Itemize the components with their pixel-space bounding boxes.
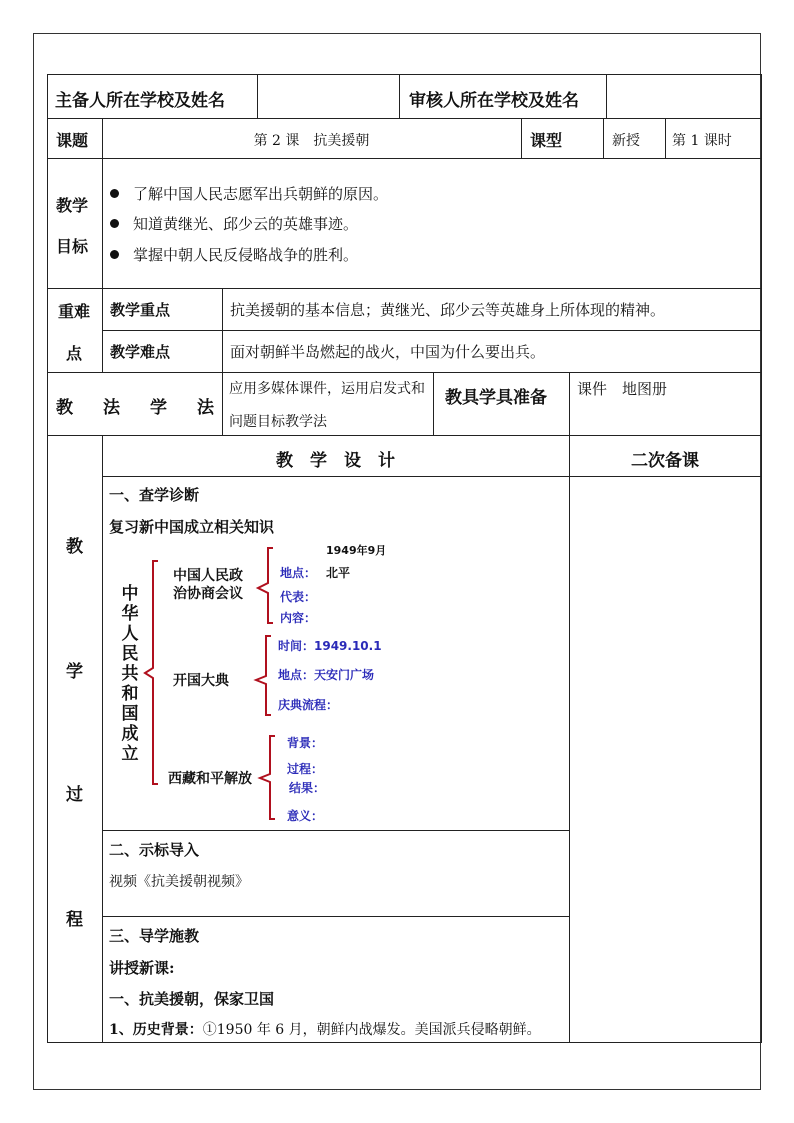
branch2-bracket [256, 636, 271, 715]
branch2-item-ceremony: 庆典流程： [278, 698, 339, 712]
process-label-char: 过 [66, 785, 83, 805]
methods-label: 教 法 学 法 [56, 398, 214, 418]
keypoints-label-2: 点 [66, 344, 83, 363]
section1-sub: 复习新中国成立相关知识 [109, 518, 275, 536]
branch1-place-value: 北平 [326, 566, 351, 580]
diagram-root: 中 华 人 民 共 和 国 成 立 [121, 584, 139, 764]
branch3-item-background: 背景： [287, 736, 324, 750]
objective-item: 了解中国人民志愿军出兵朝鲜的原因。 [110, 183, 388, 204]
branch3-title: 西藏和平解放 [168, 771, 252, 787]
branch2-title: 开国大典 [173, 673, 229, 689]
tools-value: 课件 地图册 [577, 380, 668, 398]
bullet-icon [110, 219, 119, 228]
branch3-bracket [260, 736, 275, 819]
section3-background: 1、历史背景：①1950 年 6 月，朝鲜内战爆发。美国派兵侵略朝鲜。 [109, 1022, 541, 1038]
branch1-item-content: 内容： [280, 611, 317, 625]
second-prep-header: 二次备课 [631, 451, 699, 471]
focus-label: 教学重点 [110, 301, 171, 319]
section3-sub: 讲授新课: [109, 959, 175, 977]
topic-value: 第 2 课 抗美援朝 [253, 133, 370, 149]
type-value: 新授 [612, 133, 640, 149]
branch3-item-meaning: 意义： [287, 809, 324, 823]
branch1-title: 中国人民政 治协商会议 [173, 568, 243, 602]
section3-title: 三、导学施教 [109, 927, 200, 945]
branch3-item-result: 结果： [289, 781, 326, 795]
main-bracket [145, 561, 158, 784]
branch1-date: 1949年9月 [326, 544, 387, 557]
design-header: 教 学 设 计 [276, 451, 395, 471]
branch2-item-place: 地点：天安门广场 [278, 668, 375, 682]
focus-value: 抗美援朝的基本信息；黄继光、邱少云等英雄身上所体现的精神。 [230, 301, 666, 319]
branch1-item-place: 地点： [280, 566, 317, 580]
branch3-item-process: 过程： [287, 762, 324, 776]
methods-value-line1: 应用多媒体课件，运用启发式和 [229, 381, 425, 397]
difficulty-label: 教学难点 [110, 343, 171, 361]
section2-title: 二、示标导入 [109, 841, 200, 859]
objectives-label-2: 目标 [56, 237, 89, 256]
topic-label: 课题 [56, 131, 89, 150]
preparer-label: 主备人所在学校及姓名 [55, 91, 225, 111]
period-value: 第 1 课时 [672, 133, 732, 149]
section1-title: 一、查学诊断 [109, 486, 200, 504]
difficulty-value: 面对朝鲜半岛燃起的战火，中国为什么要出兵。 [230, 343, 546, 361]
keypoints-label-1: 重难 [58, 302, 91, 321]
type-label: 课型 [530, 131, 563, 150]
section3-point: 一、抗美援朝，保家卫国 [109, 990, 275, 1008]
branch1-item-rep: 代表： [280, 590, 317, 604]
objective-item: 知道黄继光、邱少云的英雄事迹。 [110, 213, 358, 234]
process-label-char: 程 [66, 910, 83, 930]
methods-value-line2: 问题目标教学法 [229, 414, 327, 430]
bullet-icon [110, 250, 119, 259]
founding-diagram [103, 538, 569, 828]
section2-text: 视频《抗美援朝视频》 [109, 874, 249, 890]
tools-label: 教具学具准备 [445, 388, 547, 408]
process-label-char: 教 [66, 537, 83, 557]
objectives-label-1: 教学 [56, 196, 89, 215]
branch1-bracket [258, 548, 273, 623]
objective-item: 掌握中朝人民反侵略战争的胜利。 [110, 244, 358, 265]
bullet-icon [110, 189, 119, 198]
process-label-char: 学 [66, 662, 83, 682]
branch2-item-time: 时间：1949.10.1 [278, 639, 382, 653]
reviewer-label: 审核人所在学校及姓名 [409, 91, 579, 111]
